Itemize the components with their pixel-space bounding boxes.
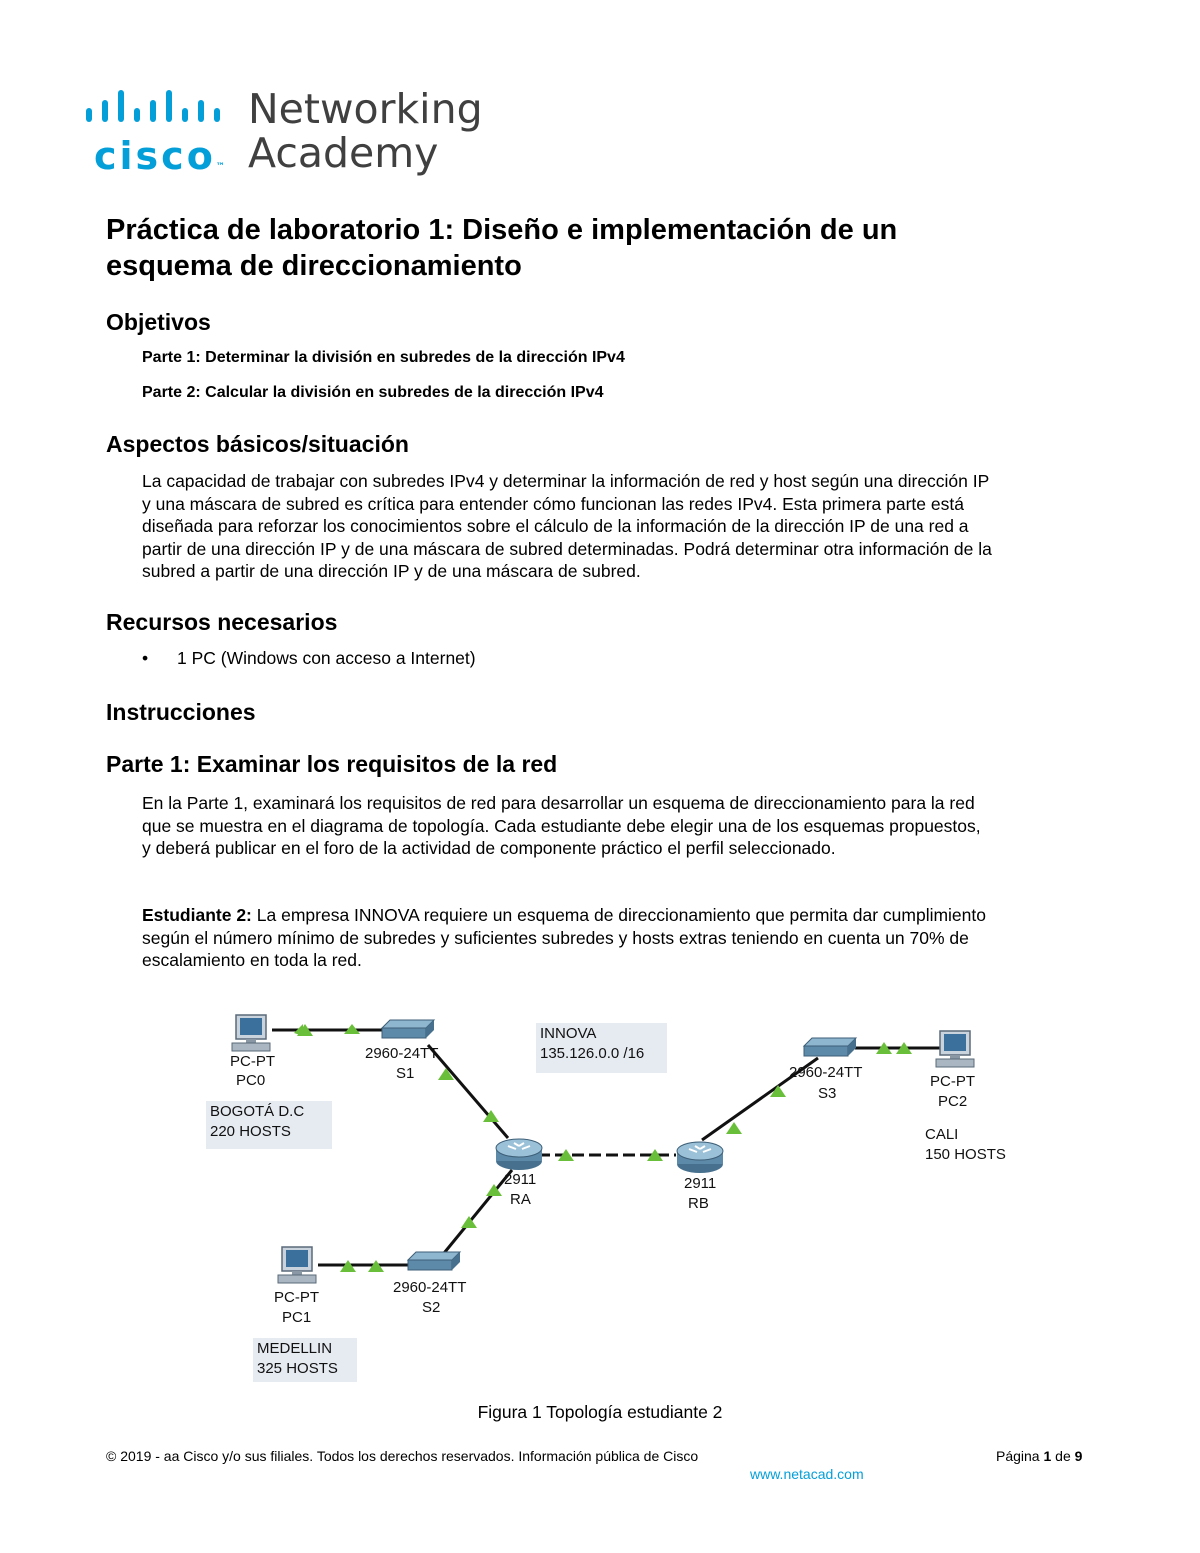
objetivos-heading: Objetivos [106, 309, 211, 335]
recursos-item: 1 PC (Windows con acceso a Internet) [177, 648, 476, 668]
site-medellin-label [253, 1338, 357, 1382]
footer-url-link[interactable]: www.netacad.com [750, 1466, 864, 1482]
s3-type: 2960-24TT [789, 1064, 863, 1081]
topology-diagram [0, 1000, 1200, 1390]
aspectos-heading: Aspectos básicos/situación [106, 431, 409, 457]
network-address: 135.126.0.0 /16 [540, 1045, 645, 1062]
site-cali-name: CALI [925, 1126, 959, 1143]
estudiante-label: Estudiante 2: [142, 905, 252, 925]
link-light [726, 1122, 742, 1134]
title-line-1: Práctica de laboratorio 1: Diseño e implementación de un [106, 214, 898, 246]
link-s1-ra [428, 1045, 508, 1138]
logo-networking: Networking [248, 85, 483, 133]
site-medellin-name: MEDELLIN [257, 1340, 333, 1357]
site-bogota-label [206, 1101, 332, 1149]
site-bogota-name: BOGOTÁ D.C [210, 1103, 305, 1120]
pc-icon [276, 1246, 318, 1286]
objetivo-item: Parte 1: Determinar la división en subredes de la dirección IPv4 [142, 349, 625, 366]
pc1-type: PC-PT [274, 1289, 319, 1306]
aspectos-line: y una máscara de subred es crítica para entender cómo funcionan las redes IPv4. Esta primera parte está [142, 493, 964, 514]
parte1-line: En la Parte 1, examinará los requisitos de red para desarrollar un esquema de direccionamiento para la red [142, 793, 975, 813]
estudiante-text: escalamiento en toda la red. [142, 950, 362, 971]
pc-icon [934, 1030, 976, 1070]
network-name: INNOVA [540, 1025, 597, 1042]
s2-name: S2 [422, 1299, 441, 1316]
objetivo-item: Parte 2: Calcular la división en subredes de la dirección IPv4 [142, 384, 604, 401]
site-bogota-hosts: 220 HOSTS [210, 1123, 291, 1140]
switch-icon [802, 1036, 858, 1058]
aspectos-line: diseñada para reforzar los conocimientos sobre el cálculo de la información de la dirección IP de una red a [142, 516, 969, 537]
page-title [106, 212, 1106, 284]
cisco-bars-icon [84, 88, 224, 128]
pc2-type: PC-PT [930, 1073, 975, 1090]
title-line-2: esquema de direccionamiento [106, 250, 522, 282]
pc1-name: PC1 [282, 1309, 312, 1326]
logo-academy: Academy [248, 129, 439, 177]
estudiante-paragraph [142, 904, 1102, 972]
rb-type: 2911 [684, 1175, 717, 1192]
recursos-bullet: • [142, 648, 149, 668]
parte1-line: que se muestra en el diagrama de topología. Cada estudiante debe elegir una de los esquemas propuestos, [142, 815, 981, 836]
switch-icon [380, 1018, 436, 1040]
site-cali-hosts: 150 HOSTS [925, 1146, 1006, 1163]
footer-page-number: Página 1 de 9 [996, 1448, 1083, 1464]
aspectos-line: partir de una dirección IP y de una máscara de subred determinadas. Podrá determinar otra información de la [142, 538, 992, 559]
cisco-logo [84, 85, 483, 183]
router-icon [675, 1140, 725, 1174]
ra-name: RA [510, 1191, 531, 1208]
pc2-name: PC2 [938, 1093, 968, 1110]
estudiante-text: según el número mínimo de subredes y suficientes subredes y hosts extras teniendo en cuenta un 70% de [142, 927, 969, 948]
instrucciones-heading: Instrucciones [106, 699, 256, 725]
ra-type: 2911 [504, 1171, 537, 1188]
pc0-type: PC-PT [230, 1053, 275, 1070]
s1-type: 2960-24TT [365, 1045, 439, 1062]
site-cali-label [921, 1124, 1025, 1166]
s1-name: S1 [396, 1065, 415, 1082]
pc0-name: PC0 [236, 1072, 266, 1089]
rb-name: RB [688, 1195, 709, 1212]
estudiante-text: La empresa INNOVA requiere un esquema de direccionamiento que permita dar cumplimiento [256, 905, 986, 925]
footer-copyright: © 2019 - aa Cisco y/o sus filiales. Todos los derechos reservados. Información pública de Cisco [106, 1448, 699, 1464]
parte1-paragraph [142, 792, 1102, 860]
site-medellin-hosts: 325 HOSTS [257, 1360, 338, 1377]
parte1-line: y deberá publicar en el foro de la actividad de componente práctico el perfil seleccionado. [142, 838, 836, 859]
switch-icon [406, 1250, 462, 1272]
router-icon [494, 1137, 544, 1171]
aspectos-line: La capacidad de trabajar con subredes IPv4 y determinar la información de red y host según una dirección IP [142, 471, 990, 491]
link-ra-s2 [440, 1170, 512, 1258]
figure-caption: Figura 1 Topología estudiante 2 [477, 1402, 723, 1422]
pc-icon [230, 1014, 272, 1054]
cisco-wordmark: cisco™ [94, 134, 228, 178]
parte1-heading: Parte 1: Examinar los requisitos de la red [106, 751, 558, 777]
aspectos-line: subred a partir de una dirección IP y de una máscara de subred. [142, 561, 641, 582]
network-label [536, 1023, 667, 1073]
aspectos-paragraph [142, 470, 1102, 583]
s3-name: S3 [818, 1085, 837, 1102]
recursos-heading: Recursos necesarios [106, 609, 338, 635]
s2-type: 2960-24TT [393, 1279, 467, 1296]
